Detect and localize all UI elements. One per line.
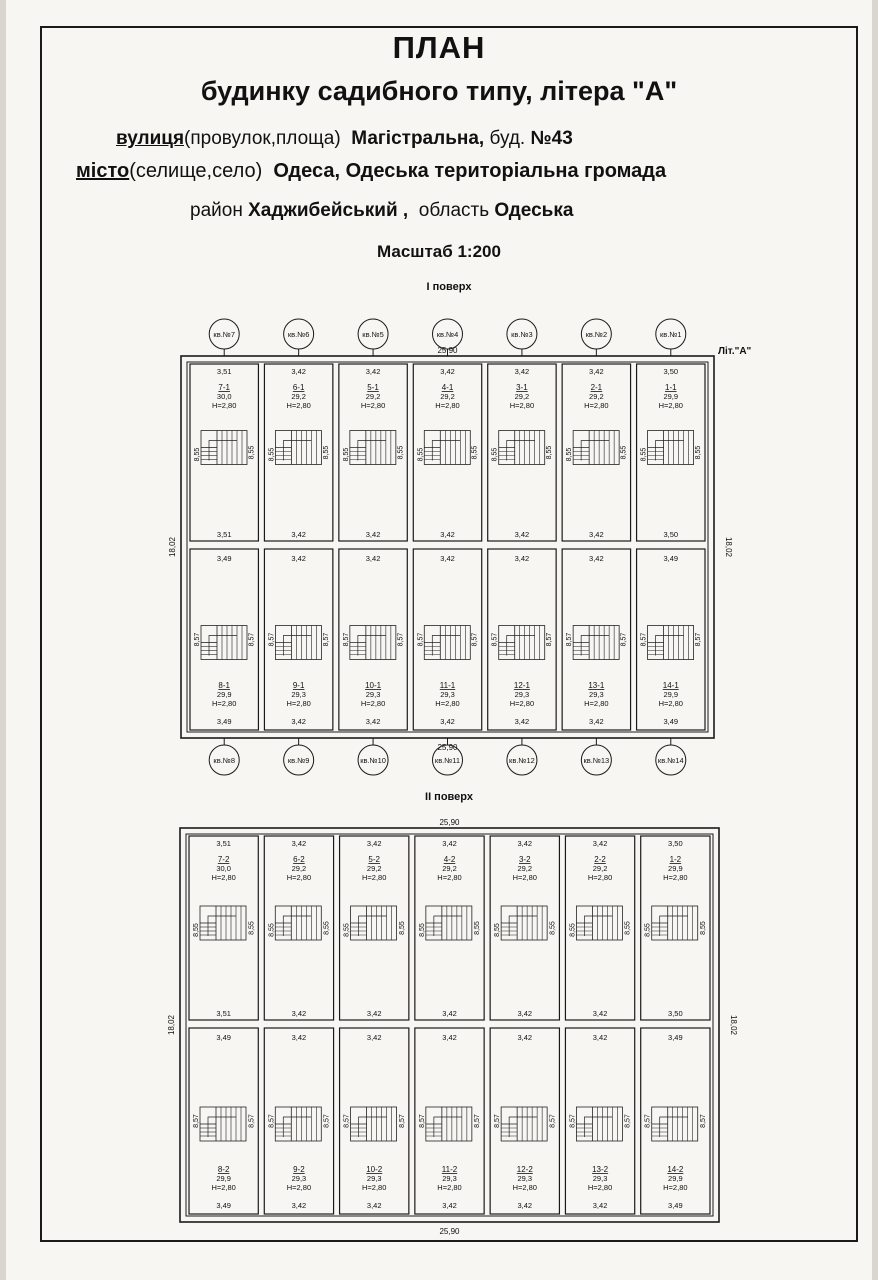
apartment-label-top: кв.№1 (659, 330, 682, 339)
room-depth-label: 8,57 (342, 632, 350, 647)
room-width-label: 3,42 (291, 530, 306, 539)
room-width-label: 3,42 (291, 1033, 307, 1042)
room-height-label: H=2,80 (211, 1183, 236, 1192)
room-width-label: 3,42 (291, 367, 306, 376)
stair-direction-arrow (208, 1117, 236, 1137)
room-depth-label: 8,57 (471, 632, 479, 647)
room-depth-label: 8,57 (695, 632, 702, 647)
room-number-label: 12-2 (516, 1165, 533, 1174)
room-depth-label: 8,57 (248, 1114, 256, 1128)
room-height-label: H=2,80 (362, 1183, 387, 1192)
room-width-label: 3,42 (517, 1201, 533, 1210)
room-width-label: 3,42 (517, 839, 533, 848)
room-width-label: 3,42 (291, 554, 306, 563)
apartment-label-top: кв.№7 (213, 330, 236, 339)
room-height-label: H=2,80 (663, 873, 688, 882)
room-width-label: 3,42 (514, 554, 530, 563)
room-width-label: 3,42 (440, 367, 455, 376)
apartment-label-bottom: кв.№10 (360, 756, 386, 765)
room-height-label: H=2,80 (435, 699, 460, 708)
room-depth-label: 8,55 (640, 447, 648, 462)
room-area-label: 29,3 (442, 1174, 457, 1183)
room-number-label: 10-2 (366, 1165, 383, 1174)
room-height-label: H=2,80 (512, 1183, 537, 1192)
room-depth-label: 8,57 (268, 632, 276, 647)
room-height-label: H=2,80 (658, 401, 683, 410)
room-width-label: 3,42 (365, 367, 381, 376)
room-width-label: 3,42 (366, 1201, 382, 1210)
room-number-label: 4-1 (441, 383, 454, 392)
room-area-label: 29,9 (668, 1174, 683, 1183)
room-width-label: 3,42 (366, 1033, 382, 1042)
stair-direction-arrow (434, 1117, 462, 1137)
overall-length-label: 25,90 (437, 346, 458, 355)
room-height-label: H=2,80 (286, 873, 312, 882)
room-number-label: 7-1 (218, 383, 230, 392)
room-width-label: 3,42 (514, 530, 530, 539)
room-height-label: H=2,80 (360, 699, 386, 708)
room-number-label: 3-1 (516, 383, 528, 392)
room-width-label: 3,42 (442, 1201, 457, 1210)
room-height-label: H=2,80 (658, 699, 683, 708)
stair-direction-arrow (507, 636, 535, 656)
room-depth-label: 8,57 (474, 1114, 482, 1128)
room-depth-label: 8,57 (398, 1114, 406, 1128)
room-depth-label: 8,55 (268, 923, 276, 937)
room-width-label: 3,49 (663, 717, 679, 726)
room-number-label: 14-2 (667, 1165, 684, 1174)
room-number-label: 8-2 (217, 1165, 230, 1174)
room-area-label: 30,0 (216, 392, 232, 401)
room-width-label: 3,42 (442, 1009, 457, 1018)
room-width-label: 3,42 (365, 530, 381, 539)
room-depth-label: 8,57 (620, 632, 628, 647)
room-depth-label: 8,55 (418, 923, 426, 937)
room-width-label: 3,50 (663, 530, 679, 539)
outer-wall (180, 828, 719, 1222)
room-depth-label: 8,57 (494, 1114, 502, 1128)
room-area-label: 29,3 (514, 690, 530, 699)
room-width-label: 3,51 (216, 839, 231, 848)
room-depth-label: 8,57 (700, 1114, 707, 1128)
building-label: буд. (489, 128, 526, 149)
overall-length-label: 25,90 (437, 743, 458, 752)
room-width-label: 3,42 (517, 1033, 533, 1042)
room-area-label: 30,0 (216, 864, 231, 873)
room-area-label: 29,3 (291, 690, 306, 699)
room-number-label: 13-1 (588, 681, 605, 690)
room-width-label: 3,42 (440, 717, 455, 726)
room-depth-label: 8,55 (194, 447, 201, 462)
room-depth-label: 8,57 (343, 1114, 351, 1128)
room-depth-label: 8,55 (471, 445, 479, 460)
city-hint: (селище,село) (129, 160, 263, 182)
document-subtitle: будинку садибного типу, літера "А" (200, 76, 678, 106)
room-depth-label: 8,57 (549, 1114, 557, 1128)
district-label: район (190, 200, 243, 221)
room-width-label: 3,49 (216, 717, 232, 726)
room-width-label: 3,42 (589, 367, 604, 376)
room-width-label: 3,49 (216, 554, 232, 563)
room-number-label: 1-1 (665, 383, 677, 392)
inner-wall (187, 362, 708, 732)
street-value: Магістральна, (351, 128, 485, 149)
room-depth-label: 8,55 (343, 923, 351, 937)
apartment-label-top: кв.№3 (511, 330, 533, 339)
room-area-label: 29,2 (291, 864, 307, 873)
room-width-label: 3,49 (668, 1201, 683, 1210)
room-area-label: 29,3 (589, 690, 604, 699)
room-width-label: 3,42 (592, 1201, 608, 1210)
stair-direction-arrow (209, 441, 237, 461)
district-value: Хаджибейський , (248, 200, 409, 221)
apartment-label-top: кв.№5 (362, 330, 384, 339)
room-depth-label: 8,55 (248, 445, 256, 460)
room-height-label: H=2,80 (212, 401, 237, 410)
overall-length-label: 25,90 (439, 1227, 460, 1236)
room-width-label: 3,42 (517, 1009, 533, 1018)
overall-depth-label: 18,02 (729, 1014, 738, 1036)
room-height-label: H=2,80 (587, 873, 613, 882)
room-number-label: 11-1 (439, 681, 456, 690)
room-width-label: 3,42 (366, 1009, 382, 1018)
room-width-label: 3,42 (589, 554, 604, 563)
apartment-label-bottom: кв.№14 (657, 756, 684, 765)
room-height-label: H=2,80 (286, 401, 311, 410)
room-width-label: 3,42 (442, 1033, 457, 1042)
room-height-label: H=2,80 (360, 401, 386, 410)
room-height-label: H=2,80 (509, 401, 535, 410)
overall-depth-label: 18,02 (167, 1014, 176, 1036)
room-width-label: 3,42 (592, 839, 608, 848)
stair-direction-arrow (656, 636, 684, 656)
room-area-label: 29,3 (517, 1174, 533, 1183)
floor-plan-1 (168, 281, 752, 775)
room-width-label: 3,49 (668, 1033, 683, 1042)
room-area-label: 29,2 (517, 864, 533, 873)
room-area-label: 29,2 (514, 392, 530, 401)
room-number-label: 13-2 (592, 1165, 609, 1174)
room-height-label: H=2,80 (435, 401, 460, 410)
room-depth-label: 8,55 (491, 447, 499, 462)
room-height-label: H=2,80 (437, 1183, 462, 1192)
room-width-label: 3,51 (216, 367, 232, 376)
room-area-label: 29,2 (442, 864, 457, 873)
room-number-label: 7-2 (217, 855, 230, 864)
room-width-label: 3,42 (440, 530, 455, 539)
room-number-label: 10-1 (365, 681, 382, 690)
room-depth-label: 8,55 (323, 921, 331, 935)
room-depth-label: 8,57 (417, 632, 425, 647)
room-area-label: 29,3 (440, 690, 455, 699)
room-height-label: H=2,80 (512, 873, 537, 882)
stair-direction-arrow (509, 916, 537, 936)
room-area-label: 29,9 (663, 392, 679, 401)
stair-direction-arrow (656, 441, 684, 461)
inner-wall (186, 834, 713, 1216)
room-area-label: 29,3 (365, 690, 381, 699)
room-depth-label: 8,57 (323, 1114, 331, 1128)
room-number-label: 9-2 (293, 1165, 305, 1174)
room-depth-label: 8,57 (640, 632, 648, 647)
room-width-label: 3,42 (365, 717, 381, 726)
room-depth-label: 8,55 (494, 923, 502, 937)
region-label: область (418, 200, 490, 221)
room-depth-label: 8,57 (569, 1114, 577, 1128)
room-number-label: 6-1 (292, 383, 305, 392)
room-width-label: 3,42 (291, 1201, 307, 1210)
room-depth-label: 8,55 (398, 921, 406, 935)
room-height-label: H=2,80 (509, 699, 535, 708)
room-number-label: 11-2 (441, 1165, 458, 1174)
room-depth-label: 8,57 (397, 632, 405, 647)
stair-direction-arrow (584, 1117, 612, 1137)
apartment-label-top: кв.№4 (436, 330, 459, 339)
room-depth-label: 8,57 (322, 632, 330, 647)
street-label: вулиця (116, 128, 185, 149)
stair-direction-arrow (283, 1117, 311, 1137)
stair-direction-arrow (509, 1117, 537, 1137)
room-width-label: 3,42 (592, 1033, 608, 1042)
room-area-label: 29,3 (291, 1174, 307, 1183)
apartment-label-bottom: кв.№9 (287, 756, 310, 765)
apartment-label-bottom: кв.№11 (434, 756, 461, 765)
stair-direction-arrow (507, 441, 535, 461)
floor-title: I поверх (426, 281, 472, 293)
overall-depth-label: 18,02 (724, 536, 733, 558)
room-width-label: 3,51 (216, 530, 232, 539)
room-depth-label: 8,57 (624, 1114, 632, 1128)
room-number-label: 2-1 (590, 383, 603, 392)
room-area-label: 29,2 (589, 392, 604, 401)
room-height-label: H=2,80 (663, 1183, 688, 1192)
room-depth-label: 8,55 (624, 921, 632, 935)
stair-direction-arrow (432, 636, 460, 656)
stair-direction-arrow (208, 916, 236, 936)
room-depth-label: 8,55 (644, 923, 652, 937)
overall-depth-label: 18,02 (168, 536, 177, 558)
room-width-label: 3,42 (365, 554, 381, 563)
room-depth-label: 8,55 (193, 923, 200, 937)
room-depth-label: 8,57 (268, 1114, 276, 1128)
room-depth-label: 8,57 (491, 632, 499, 647)
street-hint: (провулок,площа) (184, 128, 341, 149)
building-value: №43 (530, 128, 573, 149)
room-width-label: 3,42 (291, 839, 307, 848)
room-area-label: 29,2 (365, 392, 381, 401)
room-height-label: H=2,80 (584, 401, 609, 410)
room-depth-label: 8,57 (194, 632, 201, 647)
room-depth-label: 8,55 (549, 921, 557, 935)
room-depth-label: 8,55 (569, 923, 577, 937)
room-depth-label: 8,55 (700, 921, 707, 935)
room-width-label: 3,42 (514, 367, 530, 376)
overall-length-label: 25,90 (439, 818, 460, 827)
room-depth-label: 8,57 (644, 1114, 652, 1128)
room-depth-label: 8,57 (248, 632, 256, 647)
room-number-label: 1-2 (669, 855, 682, 864)
room-depth-label: 8,55 (566, 447, 574, 462)
stair-direction-arrow (660, 916, 688, 936)
room-depth-label: 8,57 (566, 632, 574, 647)
room-area-label: 29,9 (216, 1174, 231, 1183)
room-width-label: 3,49 (216, 1033, 231, 1042)
stair-direction-arrow (432, 441, 460, 461)
stair-direction-arrow (283, 441, 311, 461)
room-width-label: 3,51 (216, 1009, 231, 1018)
room-width-label: 3,42 (291, 1009, 307, 1018)
scale-label: Масштаб 1:200 (377, 242, 501, 261)
city-label: місто (76, 160, 130, 182)
room-depth-label: 8,55 (268, 447, 276, 462)
stair-direction-arrow (581, 636, 609, 656)
room-number-label: 12-1 (513, 681, 530, 690)
room-number-label: 5-1 (367, 383, 379, 392)
room-depth-label: 8,55 (474, 921, 482, 935)
room-width-label: 3,42 (291, 717, 306, 726)
room-height-label: H=2,80 (584, 699, 609, 708)
floor-plan-2 (167, 791, 738, 1236)
room-height-label: H=2,80 (437, 873, 462, 882)
city-value: Одеса, Одеська територіальна громада (273, 160, 667, 182)
room-number-label: 3-2 (519, 855, 531, 864)
room-area-label: 29,2 (366, 864, 382, 873)
room-width-label: 3,42 (366, 839, 382, 848)
room-area-label: 29,9 (216, 690, 232, 699)
room-area-label: 29,9 (663, 690, 679, 699)
room-depth-label: 8,55 (417, 447, 425, 462)
room-area-label: 29,3 (592, 1174, 608, 1183)
room-width-label: 3,49 (216, 1201, 231, 1210)
region-value: Одеська (494, 200, 574, 221)
room-width-label: 3,50 (668, 839, 683, 848)
room-height-label: H=2,80 (362, 873, 387, 882)
room-area-label: 29,9 (668, 864, 683, 873)
stair-direction-arrow (581, 441, 609, 461)
stair-direction-arrow (359, 916, 387, 936)
room-number-label: 14-1 (662, 681, 679, 690)
room-depth-label: 8,57 (418, 1114, 426, 1128)
room-depth-label: 8,55 (248, 921, 256, 935)
stair-direction-arrow (660, 1117, 688, 1137)
document-title: ПЛАН (392, 30, 486, 65)
room-height-label: H=2,80 (286, 1183, 312, 1192)
room-width-label: 3,42 (589, 530, 604, 539)
room-width-label: 3,50 (668, 1009, 683, 1018)
room-height-label: H=2,80 (211, 873, 236, 882)
room-depth-label: 8,55 (397, 445, 405, 460)
stair-direction-arrow (358, 636, 386, 656)
room-number-label: 9-1 (292, 681, 305, 690)
stair-direction-arrow (434, 916, 462, 936)
apartment-label-bottom: кв.№13 (583, 756, 610, 765)
apartment-label-bottom: кв.№12 (509, 756, 535, 765)
room-number-label: 5-2 (368, 855, 380, 864)
stair-direction-arrow (209, 636, 237, 656)
stair-direction-arrow (283, 916, 311, 936)
room-width-label: 3,42 (592, 1009, 608, 1018)
apartment-label-top: кв.№2 (585, 330, 608, 339)
room-width-label: 3,42 (514, 717, 530, 726)
stair-direction-arrow (584, 916, 612, 936)
room-depth-label: 8,55 (695, 445, 702, 460)
stair-direction-arrow (359, 1117, 387, 1137)
floor-title: II поверх (425, 791, 473, 803)
room-width-label: 3,42 (589, 717, 604, 726)
apartment-label-bottom: кв.№8 (213, 756, 236, 765)
room-width-label: 3,49 (663, 554, 679, 563)
room-area-label: 29,2 (291, 392, 306, 401)
room-width-label: 3,50 (663, 367, 679, 376)
room-area-label: 29,2 (592, 864, 608, 873)
room-width-label: 3,42 (440, 554, 455, 563)
room-width-label: 3,42 (442, 839, 457, 848)
room-depth-label: 8,57 (193, 1114, 200, 1128)
room-number-label: 2-2 (594, 855, 606, 864)
room-depth-label: 8,57 (546, 632, 554, 647)
room-number-label: 4-2 (443, 855, 456, 864)
room-depth-label: 8,55 (322, 445, 330, 460)
stair-direction-arrow (283, 636, 311, 656)
room-area-label: 29,2 (440, 392, 455, 401)
stair-direction-arrow (358, 441, 386, 461)
room-number-label: 6-2 (293, 855, 305, 864)
room-height-label: H=2,80 (587, 1183, 613, 1192)
room-height-label: H=2,80 (286, 699, 311, 708)
building-letter-label: Літ."А" (718, 346, 752, 357)
room-number-label: 8-1 (218, 681, 230, 690)
apartment-label-top: кв.№6 (287, 330, 310, 339)
room-depth-label: 8,55 (342, 447, 350, 462)
room-height-label: H=2,80 (212, 699, 237, 708)
room-area-label: 29,3 (366, 1174, 382, 1183)
room-depth-label: 8,55 (546, 445, 554, 460)
room-depth-label: 8,55 (620, 445, 628, 460)
